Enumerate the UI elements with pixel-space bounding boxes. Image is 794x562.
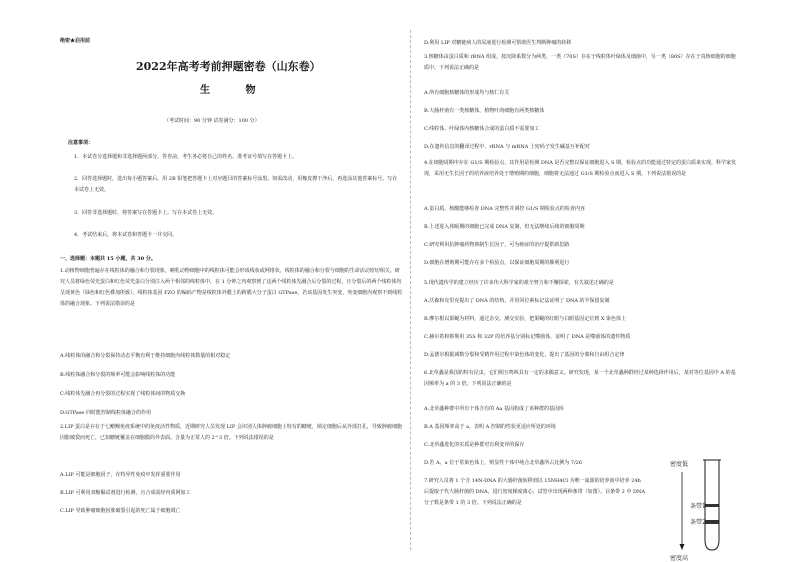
label-band-1: 条带1: [690, 503, 706, 510]
left-column: [60, 0, 405, 562]
note-item-4: 4．考试结束后，将本试卷和答题卡一并交回。: [74, 232, 178, 238]
question-2-stem: 2.LIP 蛋白是存在于七鳃鳗免疫系统中的免疫活性物质，近期研究人员发现 LIP 会识别人体肿瘤细胞上特有的糖链，锁定细胞后从外部打孔，导致肿瘤细胞因胀破裂而死亡，已知糖链覆盖在细胞膜的外表面。含量为正常人的 2^3 倍。下列说法错误的是: [60, 424, 402, 441]
question-2-option-c: C.LIP 导致肿瘤细胞因胀破裂引起的死亡属于细胞凋亡: [60, 508, 181, 514]
question-2-option-b: B.LIP 可利用双缩脲试剂进行检测，且合成需经内质网加工: [60, 490, 191, 496]
note-item-2: 2．回答选择题时，选出每小题答案后，用 2B 铅笔把答题卡上对应题目的答案标号涂黑。如需改动，用橡皮擦干净后，再选涂其他答案标号。写在本试卷上无效。: [74, 176, 398, 193]
question-1-option-a: A.线粒体的融合和分裂保持动态平衡有利于维持细胞内线粒体数量的相对稳定: [60, 353, 231, 359]
exam-info: （考试时间：90 分钟 试卷满分：100 分）: [164, 118, 260, 124]
question-5-option-c: C.赫尔希和蔡斯用 35S 和 32P 的培养基分别标记噬菌体，证明了 DNA 是噬菌体的遗传物质: [424, 334, 631, 340]
question-3-option-b: B.大肠杆菌有一类核糖体，植物叶肉细胞有两类核糖体: [424, 108, 545, 114]
question-4-option-c: C.研究利用抗肿瘤药物抑制生长因子，可为癌症的治疗提供新思路: [424, 242, 570, 248]
centrifuge-tube-diagram: [650, 452, 740, 562]
question-6-stem: 6.北草螽是我国的特有昆虫，它们相互鸣叫具有一定的求偶意义。研究发现，某一个北草螽种群经过某种选择作用后，某对等位基因中 A 的基因频率为 a 的 3 倍。下列说法正确的是: [424, 370, 736, 387]
band-1: [706, 504, 719, 507]
question-1-stem: 1.动植物细胞普遍存在线粒体的融合和分裂现象，哺乳动物细胞中的线粒体可能会形成线状或网络状，线粒体的融合和分裂与细胞的生命活动密切相关。研究人员将绿色荧光蛋白和红色荧光蛋白分别注入两个相邻的线粒体中，在 1 分钟之内观察到了这两个线粒体先融合后分裂的过程，且分裂后的两个线粒体均呈现黄色（绿色和红色叠加所致）。线粒体基因 FZO 的编码产物是线粒体外膜上的跨膜大分子蛋白 GTPase，若该基因发生突变，突变细胞内观察不到线粒体的融合现象。下列说法错误的是: [60, 268, 403, 307]
band-2: [706, 520, 719, 524]
label-band-2: 条带2: [690, 519, 706, 526]
secret-label: 绝密★启用前: [60, 38, 91, 44]
label-high-density: 密度高: [670, 555, 689, 562]
question-2-option-d: D.利用 LIP 对糖链病人的尿液进行检测可帮助医生判断肿瘤的转移: [424, 40, 572, 46]
question-4-option-b: B.上述进入休眠期的细胞已完成 DNA 复制，但无法继续后续的细胞周期: [424, 224, 585, 230]
density-arrow-head: [680, 544, 685, 550]
question-4-option-a: A.蛋白质、核酸能够检查 DNA 完整性并调控 G1/S 期检验点的检查内容: [424, 206, 585, 212]
question-5-stem: 5.现代遗传学的建立经历了许多伟大科学家的艰辛努力和不懈探索，有关叙述正确的是: [424, 280, 614, 286]
question-6-option-b: B.A 基因频率高于 a，表明 A 控制的性状更适应所处的环境: [424, 424, 556, 430]
question-6-option-c: C.北草螽进化的实质是种群对有利变异的保存: [424, 442, 525, 448]
question-7-stem: 7.研究人员将 1 个含 14N-DNA 的大肠杆菌转移到以 15NH4Cl 为唯一氮源的培养液中培养 24h 后提取子代大肠杆菌的 DNA，进行密度梯度离心，试管中出现两种条带（如图）。目条带 2 中 DNA 分子数是条带 1 的 3 倍。下列说法正确的是: [424, 478, 646, 506]
question-5-option-d: D.孟德尔根据减数分裂和受精作用过程中染色体的变化，提出了基因的分离和自由组合定律: [424, 352, 625, 358]
question-4-stem: 4.在细胞周期中存在 G1/S 期检验点，其作用是检测 DNA 是否完整以保证细胞进入 S 期，检验点的功能通过特定的蛋白质来实现。科学家发现，采用无生长因子的培养液培养处于增殖期的细胞，细胞将无法通过 G1/S 期检验点而进入 S 期。下列说法错误的是: [424, 160, 737, 177]
question-3-stem: 3.核糖体由蛋白质和 rRNA 组成，按沉降系数分为两类，一类（70S）存在于线粒体叶绿体及细菌中，另一类（80S）存在于真核细胞的细胞质中。下列说法正确的是: [424, 54, 736, 71]
question-5-option-b: B.摩尔根以果蝇为材料，通过杂交、测交实验，把果蝇的红眼与白眼基因定位到 X 染色体上: [424, 316, 627, 322]
question-3-option-a: A.所有细胞核糖体的形成均与核仁有关: [424, 90, 510, 96]
question-1-option-d: D.GTPase 同时能控制线粒体融合的作用: [60, 410, 151, 416]
note-item-3: 3．回答非选择题时，将答案写在答题卡上。写在本试卷上无效。: [74, 210, 218, 216]
right-column: [424, 0, 740, 562]
notes-heading: 注意事项：: [68, 140, 94, 146]
question-3-option-c: C.线粒体、叶绿体内核糖体合成的蛋白质不需要加工: [424, 126, 540, 132]
section-heading: 一、选择题：本题共 15 小题，共 30 分。: [60, 256, 156, 262]
exam-title: 2022年高考考前押题密卷（山东卷）: [136, 60, 321, 73]
note-item-1: 1．本试卷分选择题和非选择题两部分。答卷前，考生务必将自己的姓名、准考证号填写在答题卡上。: [74, 154, 298, 160]
question-6-option-a: A.北草螽种群中所有个体含有的 Aa 基因构成了该种群的基因库: [424, 406, 564, 412]
question-3-option-d: D.在遗传信息的翻译过程中，rRNA 与 mRNA 上密码子发生碱基互补配对: [424, 144, 590, 150]
question-1-option-b: B.线粒体融合和分裂的频率可能会影响线粒体的功能: [60, 372, 176, 378]
centrifuge-figure: [650, 452, 740, 562]
question-6-option-d: D.若 A、a 位于常染色体上，则显性个体中纯合北草螽所占比例为 7/26: [424, 460, 583, 466]
subject-title: 生 物: [200, 85, 272, 96]
question-2-option-a: A.LIP 可能是细胞因子，在特异性免疫中发挥重要作用: [60, 472, 181, 478]
question-4-option-d: D.细胞在增殖期可能存在多个检验点，以保证细胞周期的顺利进行: [424, 260, 570, 266]
label-low-density: 密度低: [670, 461, 689, 468]
column-divider: [410, 30, 411, 550]
question-1-option-c: C.线粒体先融合再分裂的过程实现了线粒体间的物质交换: [60, 391, 186, 397]
question-5-option-a: A.沃森和克里克提出了 DNA 的结构，并用同位素标记法证明了 DNA 的半保留复制: [424, 298, 610, 304]
